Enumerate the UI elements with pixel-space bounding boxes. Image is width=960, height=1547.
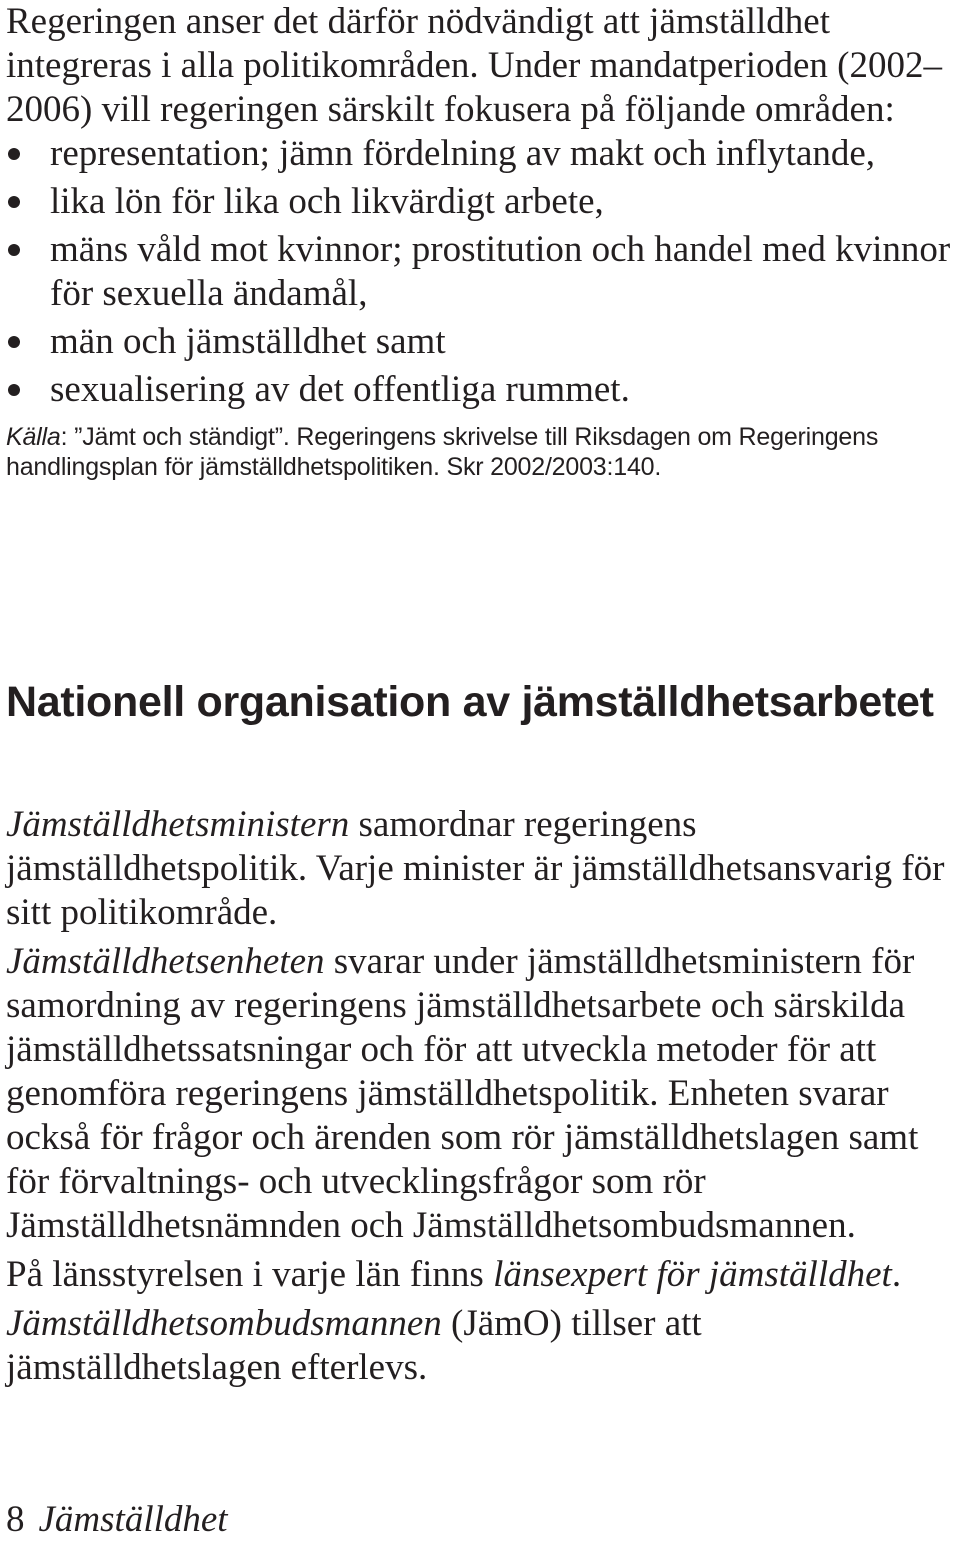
list-item (6, 228, 956, 316)
paragraph-unit (6, 940, 956, 1248)
paragraph-text: . (891, 1254, 902, 1295)
term-unit: Jämställdhetsenheten (6, 941, 325, 982)
list-item (6, 368, 956, 412)
bullet-icon (8, 196, 20, 208)
bullet-icon (8, 336, 20, 348)
list-item-text: mäns våld mot kvinnor; prostitution och handel med kvinnor för sexuella ändamål, (50, 229, 951, 314)
list-item (6, 132, 956, 176)
paragraph-ombudsman (6, 1302, 956, 1390)
paragraph-text: svarar under jämställdhetsministern för samordning av regeringens jämställdhetsarbete och särskilda jämställdhetssatsningar och för att utveckla metoder för att genomföra regeringens jämställdhetspolitik. Enheten svarar också för frågor och ärenden som rör jämställdhetslagen samt för förvaltnings- och utvecklingsfrågor som rör Jämställdhetsnämnden och Jämställdhetsombudsmannen. (6, 941, 919, 1246)
list-item-text: representation; jämn fördelning av makt och inflytande, (50, 133, 876, 174)
intro-section (6, 0, 956, 482)
term-county-expert: länsexpert för jämställdhet (493, 1254, 892, 1295)
source-text: : ”Jämt och ständigt”. Regeringens skrivelse till Riksdagen om Regeringens handlingsplan för jämställdhetspolitiken. Skr 2002/2003:140. (6, 423, 879, 481)
list-item-text: män och jämställdhet samt (50, 321, 446, 362)
paragraph-county (6, 1253, 956, 1297)
term-minister: Jämställdhetsministern (6, 804, 350, 845)
bullet-icon (8, 244, 20, 256)
running-title: Jämställdhet (38, 1499, 228, 1540)
page-footer (6, 1498, 228, 1542)
page-number: 8 (6, 1499, 25, 1540)
source-citation (6, 422, 956, 482)
list-item (6, 180, 956, 224)
source-label: Källa (6, 423, 61, 451)
paragraph-text: På länsstyrelsen i varje län finns (6, 1254, 494, 1295)
list-item (6, 320, 956, 364)
term-ombudsman: Jämställdhetsombudsmannen (6, 1303, 442, 1344)
section-heading: Nationell organisation av jämställdhetsarbetet (6, 678, 934, 726)
list-item-text: sexualisering av det offentliga rummet. (50, 369, 630, 410)
intro-paragraph: Regeringen anser det därför nödvändigt att jämställdhet integreras i alla politikområden. Under mandatperioden (2002–2006) vill regeringen särskilt fokusera på följande områden: (6, 1, 943, 130)
paragraph-minister (6, 803, 956, 935)
paragraph-text: samordnar regeringens jämställdhetspolitik. Varje minister är jämställdhetsansvarig för sitt politikområde. (6, 804, 945, 933)
paragraph-text: (JämO) tillser att jämställdhetslagen efterlevs. (6, 1303, 702, 1388)
bullet-icon (8, 148, 20, 160)
focus-areas-list (6, 132, 956, 412)
bullet-icon (8, 384, 20, 396)
body-text (6, 803, 956, 1390)
list-item-text: lika lön för lika och likvärdigt arbete, (50, 181, 604, 222)
